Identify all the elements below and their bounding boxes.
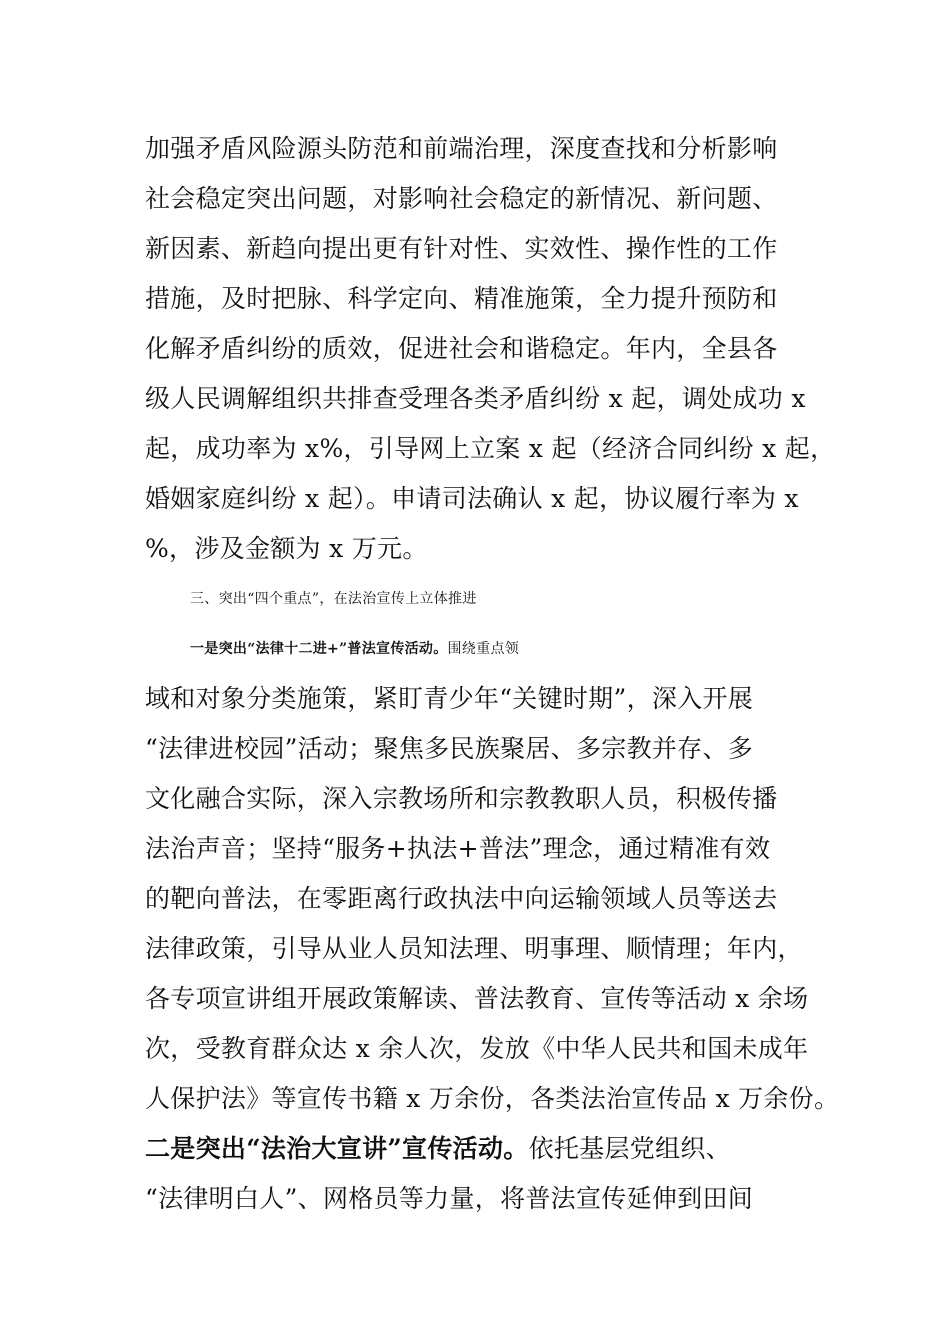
paragraph-line [145,1024,835,1074]
paragraph-line [145,924,835,974]
paragraph-line [145,224,835,274]
line-text: 社会稳定突出问题，对影响社会稳定的新情况、新问题、 [145,184,778,213]
paragraph-line [145,1074,840,1124]
line-text: 法治声音；坚持“服务+执法+普法”理念，通过精准有效 [145,834,771,863]
line-text: 法律政策，引导从业人员知法理、明事理、顺情理；年内， [145,934,803,963]
paragraph-line [145,274,835,324]
section-heading [190,574,880,624]
paragraph-line [145,174,835,224]
line-text: 人保护法》等宣传书籍 x 万余份，各类法治宣传品 x 万余份。 [145,1084,840,1113]
paragraph-line [145,674,835,724]
paragraph-line [145,1124,835,1174]
paragraph-line [145,974,835,1024]
paragraph-line [145,374,835,424]
paragraph-line [145,774,835,824]
paragraph-line [145,874,835,924]
line-text: “法律进校园”活动；聚焦多民族聚居、多宗教并存、多 [145,734,754,763]
line-text: 新因素、新趋向提出更有针对性、实效性、操作性的工作 [145,234,778,263]
line-text: 次，受教育群众达 x 余人次，发放《中华人民共和国未成年 [145,1034,809,1063]
line-text: 的靶向普法，在零距离行政执法中向运输领域人员等送去 [145,884,778,913]
line-text: 文化融合实际，深入宗教场所和宗教教职人员，积极传播 [145,784,778,813]
line-text: %，涉及金额为 x 万元。 [145,534,428,563]
line-text: 加强矛盾风险源头防范和前端治理，深度查找和分析影响 [145,134,778,163]
line-text: 化解矛盾纠纷的质效，促进社会和谐稳定。年内，全县各 [145,334,778,363]
line-text: 域和对象分类施策，紧盯青少年“关键时期”，深入开展 [145,684,754,713]
bold-lead-text: 一是突出“法律十二进+”普法宣传活动。 [190,641,448,657]
paragraph-line [190,624,880,674]
paragraph-line [145,324,835,374]
paragraph-line [145,124,835,174]
line-text: 起，成功率为 x%，引导网上立案 x 起（经济合同纠纷 x 起， [145,434,836,463]
line-text: “法律明白人”、网格员等力量，将普法宣传延伸到田间 [145,1184,754,1213]
paragraph-line [145,424,835,474]
heading-text: 三、突出“四个重点”，在法治宣传上立体推进 [190,591,477,607]
paragraph-line [145,524,835,574]
line-text: 级人民调解组织共排查受理各类矛盾纠纷 x 起，调处成功 x [145,384,806,413]
line-text: 婚姻家庭纠纷 x 起）。申请司法确认 x 起，协议履行率为 x [145,484,799,513]
paragraph-line [145,474,835,524]
paragraph-line [145,724,835,774]
paragraph-line [145,1174,835,1224]
line-text: 依托基层党组织、 [528,1134,731,1163]
line-text: 围绕重点领 [447,641,520,657]
bold-lead-text: 二是突出“法治大宣讲”宣传活动。 [145,1134,529,1163]
line-text: 措施，及时把脉、科学定向、精准施策，全力提升预防和 [145,284,778,313]
line-text: 各专项宣讲组开展政策解读、普法教育、宣传等活动 x 余场 [145,984,809,1013]
paragraph-line [145,824,835,874]
